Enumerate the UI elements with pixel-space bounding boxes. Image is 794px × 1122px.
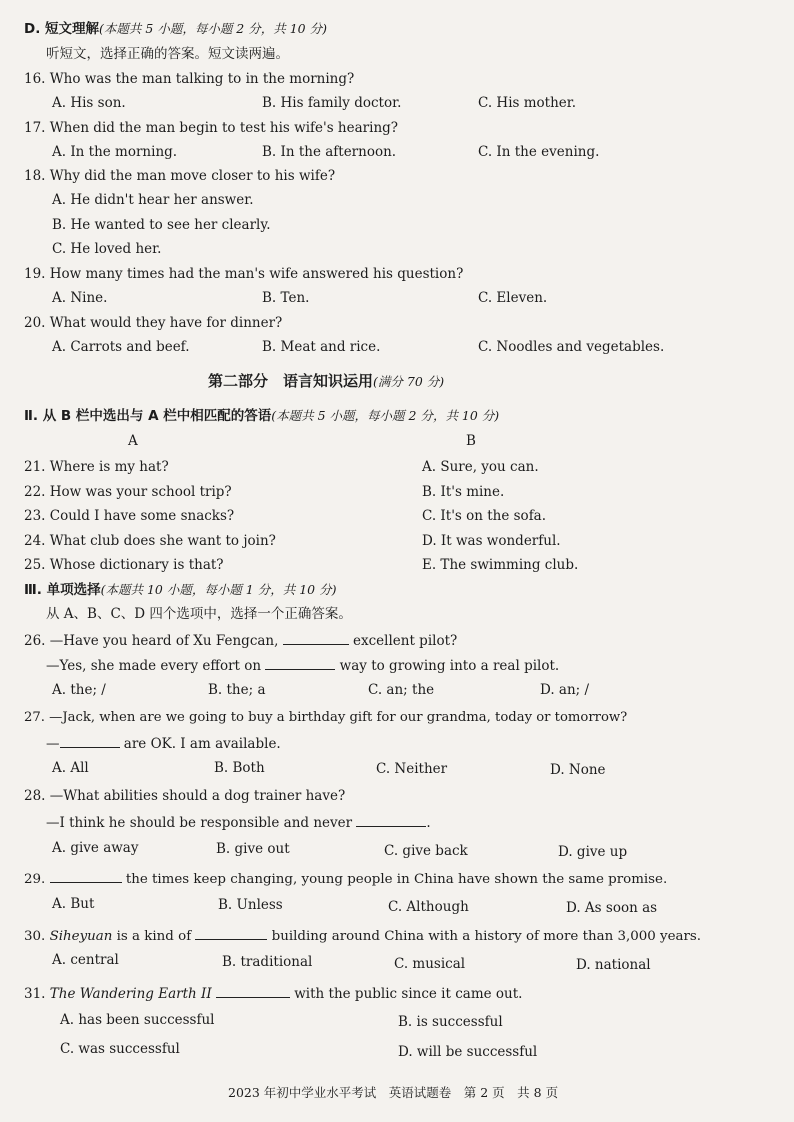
q30-italic-term: Siheyuan bbox=[49, 929, 113, 944]
part-2-title: 第二部分 语言知识运用 bbox=[208, 372, 374, 390]
q31-italic-title: The Wandering Earth II bbox=[49, 986, 212, 1002]
q31-option-c: C. was successful bbox=[60, 1041, 180, 1057]
q18-option-b: B. He wanted to see her clearly. bbox=[52, 217, 271, 233]
q16-option-c: C. His mother. bbox=[478, 95, 577, 111]
q29-option-b: B. Unless bbox=[218, 897, 283, 913]
q18-option-a: A. He didn't hear her answer. bbox=[52, 192, 254, 208]
q28-text-2a: —I think he should be responsible and never bbox=[46, 815, 357, 831]
question-17: 17. When did the man begin to test his wife's hearing? bbox=[24, 120, 399, 136]
q30-text-1a: is a kind of bbox=[112, 929, 196, 944]
q28-option-d: D. give up bbox=[558, 844, 628, 860]
question-30-line-1 bbox=[24, 926, 701, 946]
q29-blank[interactable] bbox=[50, 869, 122, 883]
q28-option-b: B. give out bbox=[216, 841, 290, 857]
q30-option-d: D. national bbox=[576, 957, 651, 973]
q31-text-1b: with the public since it came out. bbox=[289, 986, 523, 1002]
match-24: 24. What club does she want to join? bbox=[24, 533, 276, 549]
match-25: 25. Whose dictionary is that? bbox=[24, 557, 224, 573]
q31-blank[interactable] bbox=[216, 984, 290, 998]
column-b-label: B bbox=[466, 433, 476, 449]
match-option-e: E. The swimming club. bbox=[422, 557, 579, 573]
question-19: 19. How many times had the man's wife answered his question? bbox=[24, 266, 464, 282]
q27-blank[interactable] bbox=[60, 734, 120, 748]
q27-text-2b: are OK. I am available. bbox=[119, 736, 281, 752]
q31-option-b: B. is successful bbox=[398, 1014, 503, 1030]
question-26-line-1 bbox=[24, 631, 457, 650]
q26-text-1b: excellent pilot? bbox=[348, 633, 458, 649]
q26-blank-1[interactable] bbox=[283, 631, 349, 645]
match-option-c: C. It's on the sofa. bbox=[422, 508, 547, 524]
section-d-instruction: 听短文，选择正确的答案。短文读两遍。 bbox=[46, 46, 289, 62]
section-3-title: Ⅲ. 单项选择 bbox=[24, 582, 101, 598]
section-3-heading bbox=[24, 581, 336, 599]
q31-option-a: A. has been successful bbox=[60, 1012, 215, 1028]
section-3-instruction: 从 A、B、C、D 四个选项中，选择一个正确答案。 bbox=[46, 606, 352, 622]
q29-option-a: A. But bbox=[52, 896, 95, 912]
q29-text-1b: the times keep changing, young people in China have shown the same promise. bbox=[121, 872, 668, 887]
q26-text-1a: 26. —Have you heard of Xu Fengcan, bbox=[24, 633, 283, 649]
q20-option-c: C. Noodles and vegetables. bbox=[478, 339, 665, 355]
question-28-line-2 bbox=[46, 813, 431, 832]
q19-option-c: C. Eleven. bbox=[478, 290, 548, 306]
match-23: 23. Could I have some snacks? bbox=[24, 508, 235, 524]
q27-option-b: B. Both bbox=[214, 760, 265, 776]
q19-option-a: A. Nine. bbox=[52, 290, 108, 306]
page-footer: 2023 年初中学业水平考试 英语试题卷 第 2 页 共 8 页 bbox=[228, 1085, 559, 1100]
q18-option-c: C. He loved her. bbox=[52, 241, 162, 257]
q28-option-c: C. give back bbox=[384, 843, 468, 859]
q17-option-a: A. In the morning. bbox=[52, 144, 178, 160]
match-option-a: A. Sure, you can. bbox=[422, 459, 539, 475]
q30-option-b: B. traditional bbox=[222, 954, 313, 970]
section-2-title: Ⅱ. 从 B 栏中选出与 A 栏中相匹配的答语 bbox=[24, 408, 272, 424]
question-20: 20. What would they have for dinner? bbox=[24, 315, 283, 331]
q30-text-1b: building around China with a history of more than 3,000 years. bbox=[267, 929, 702, 944]
q16-option-a: A. His son. bbox=[52, 95, 126, 111]
q28-option-a: A. give away bbox=[52, 840, 139, 856]
q17-option-c: C. In the evening. bbox=[478, 144, 600, 160]
question-18: 18. Why did the man move closer to his wife? bbox=[24, 168, 336, 184]
q16-option-b: B. His family doctor. bbox=[262, 95, 402, 111]
q27-option-a: A. All bbox=[52, 760, 89, 776]
q20-option-b: B. Meat and rice. bbox=[262, 339, 381, 355]
q30-option-c: C. musical bbox=[394, 956, 466, 972]
section-2-note: (本题共 5 小题，每小题 2 分，共 10 分) bbox=[271, 408, 500, 423]
question-16: 16. Who was the man talking to in the morning? bbox=[24, 71, 355, 87]
q31-number: 31. bbox=[24, 986, 50, 1002]
section-2-heading bbox=[24, 407, 499, 425]
question-27-line-2 bbox=[46, 734, 281, 753]
q30-number: 30. bbox=[24, 929, 50, 944]
q26-option-d: D. an; / bbox=[540, 682, 590, 698]
q26-option-c: C. an; the bbox=[368, 682, 435, 698]
part-2-heading bbox=[208, 372, 444, 391]
part-2-note: (满分 70 分) bbox=[373, 374, 445, 389]
q31-option-d: D. will be successful bbox=[398, 1044, 538, 1060]
q26-option-b: B. the; a bbox=[208, 682, 266, 698]
q19-option-b: B. Ten. bbox=[262, 290, 310, 306]
question-29-line-1 bbox=[24, 869, 667, 889]
q30-option-a: A. central bbox=[52, 952, 119, 968]
section-3-note: (本题共 10 小题，每小题 1 分，共 10 分) bbox=[100, 582, 337, 597]
match-option-d: D. It was wonderful. bbox=[422, 533, 561, 549]
q27-option-c: C. Neither bbox=[376, 761, 448, 777]
section-d-title: D. 短文理解 bbox=[24, 21, 100, 37]
match-21: 21. Where is my hat? bbox=[24, 459, 169, 475]
q27-option-d: D. None bbox=[550, 762, 606, 778]
q26-blank-2[interactable] bbox=[265, 656, 335, 670]
question-27-line-1: 27. —Jack, when are we going to buy a birthday gift for our grandma, today or tomorrow? bbox=[24, 710, 628, 725]
q26-text-2a: —Yes, she made every effort on bbox=[46, 658, 266, 674]
q28-text-2b: . bbox=[426, 815, 431, 831]
q29-option-d: D. As soon as bbox=[566, 900, 658, 916]
q26-text-2b: way to growing into a real pilot. bbox=[335, 658, 560, 674]
q28-blank[interactable] bbox=[356, 813, 426, 827]
question-31-line-1 bbox=[24, 984, 522, 1003]
q27-text-2a: — bbox=[46, 736, 60, 752]
q17-option-b: B. In the afternoon. bbox=[262, 144, 397, 160]
match-22: 22. How was your school trip? bbox=[24, 484, 232, 500]
q30-blank[interactable] bbox=[195, 926, 267, 940]
q26-option-a: A. the; / bbox=[52, 682, 106, 698]
question-26-line-2 bbox=[46, 656, 559, 675]
section-d-note: (本题共 5 小题，每小题 2 分，共 10 分) bbox=[99, 21, 327, 36]
q29-text-1a: 29. bbox=[24, 872, 50, 887]
column-a-label: A bbox=[128, 433, 138, 449]
match-option-b: B. It's mine. bbox=[422, 484, 505, 500]
section-d-heading bbox=[24, 20, 327, 38]
q29-option-c: C. Although bbox=[388, 899, 469, 915]
q20-option-a: A. Carrots and beef. bbox=[52, 339, 190, 355]
question-28-line-1: 28. —What abilities should a dog trainer have? bbox=[24, 788, 346, 804]
